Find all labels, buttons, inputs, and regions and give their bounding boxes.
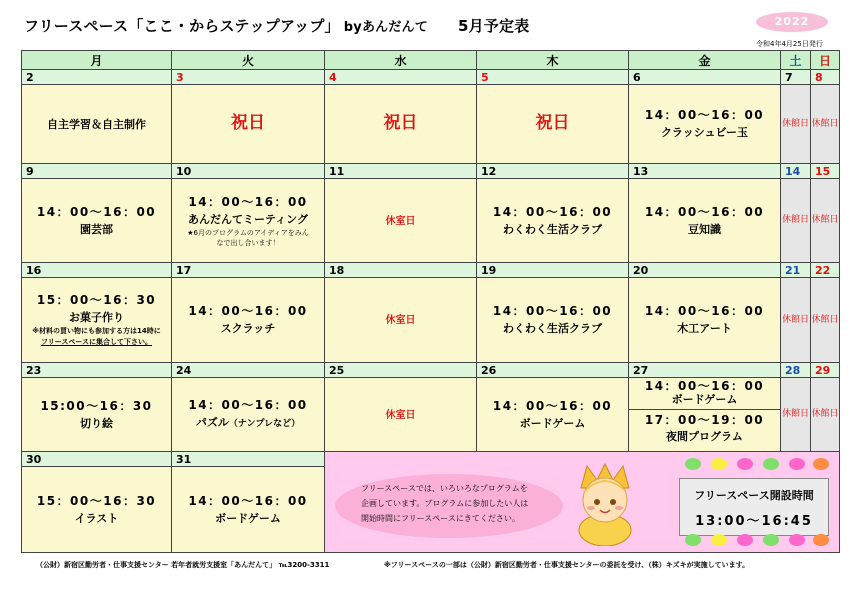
date-cell: 2 xyxy=(22,70,172,85)
event-cell xyxy=(22,378,172,452)
dot-decoration xyxy=(685,458,701,470)
issued-date: 令和4年4月25日発行 xyxy=(756,40,823,48)
event-name: あんだんてミーティング xyxy=(188,212,308,226)
title-by: byあんだんて xyxy=(343,20,428,35)
event-note-line: ※材料の買い物にも参加する方は14時に xyxy=(32,327,161,335)
date-cell: 28 xyxy=(781,363,811,378)
weekday-mon: 月 xyxy=(22,51,172,70)
event-time: 14：00～16：00 xyxy=(492,204,613,219)
date-cell: 10 xyxy=(172,164,325,179)
week-row xyxy=(22,179,840,263)
event-time: 14：00～16：00 xyxy=(188,194,308,209)
date-row xyxy=(22,452,840,467)
dot-decoration xyxy=(763,534,779,546)
closed-day-cell: 休館日 xyxy=(781,85,811,164)
date-cell: 22 xyxy=(811,263,840,278)
holiday-cell xyxy=(172,85,325,164)
event-name: 豆知識 xyxy=(688,222,721,236)
dot-decoration xyxy=(737,458,753,470)
event-note: ★6月のプログラムのアイディアをみんなで出し合います！ xyxy=(187,228,309,247)
decorative-dots xyxy=(685,458,825,474)
event-name: ボードゲーム xyxy=(215,511,281,525)
closed-day-cell: 休館日 xyxy=(781,179,811,263)
closed-label: 休室日 xyxy=(385,215,416,227)
date-cell: 9 xyxy=(22,164,172,179)
dot-decoration xyxy=(813,534,829,546)
closed-label: 休室日 xyxy=(385,409,416,421)
event-time: 15：00～16：30 xyxy=(36,293,157,307)
date-cell: 29 xyxy=(811,363,840,378)
date-cell: 31 xyxy=(172,452,325,467)
dot-decoration xyxy=(789,458,805,470)
weekday-sun: 日 xyxy=(811,51,840,70)
event-cell xyxy=(629,179,781,263)
event-name xyxy=(172,414,324,433)
event-name: イラスト xyxy=(74,511,119,525)
footer-organization: （公財）新宿区勤労者・仕事支援センター 若年者就労支援室「あんだんて」 ℡3200-3311 xyxy=(36,561,330,569)
week-row xyxy=(22,85,840,164)
date-cell: 30 xyxy=(22,452,172,467)
weekday-fri: 金 xyxy=(629,51,781,70)
holiday-label: 祝日 xyxy=(535,113,570,133)
closed-day-cell: 休館日 xyxy=(811,378,840,452)
event-cell xyxy=(22,85,172,164)
date-cell: 14 xyxy=(781,164,811,179)
dot-decoration xyxy=(737,534,753,546)
closed-cell xyxy=(325,278,477,363)
week-row xyxy=(22,278,840,363)
event-cell xyxy=(22,278,172,363)
dot-decoration xyxy=(711,534,727,546)
date-cell: 8 xyxy=(811,70,840,85)
event-slot xyxy=(629,410,780,446)
event-time: 14：00～16：00 xyxy=(644,108,765,122)
date-cell: 16 xyxy=(22,263,172,278)
event-name: スクラッチ xyxy=(220,322,276,335)
info-bubble-line: 開始時間にフリースペースにきてください。 xyxy=(361,514,520,523)
event-name: ボードゲーム xyxy=(519,416,586,430)
event-name-sub: （ナンプレなど） xyxy=(228,418,301,429)
event-time: 14：00～16：00 xyxy=(644,304,765,318)
date-cell: 17 xyxy=(172,263,325,278)
event-time: 14：00～16：00 xyxy=(492,304,613,318)
event-time: 14：00～16：00 xyxy=(36,204,157,219)
date-cell: 7 xyxy=(781,70,811,85)
date-cell: 18 xyxy=(325,263,477,278)
holiday-cell xyxy=(325,85,477,164)
page-title xyxy=(24,15,529,36)
date-cell: 12 xyxy=(477,164,629,179)
event-cell xyxy=(22,179,172,263)
date-cell: 20 xyxy=(629,263,781,278)
decorative-dots-bottom xyxy=(685,534,825,550)
event-time: 17：00～19：00 xyxy=(644,413,765,427)
event-name: クラッシュビー玉 xyxy=(660,126,749,139)
info-bubble xyxy=(335,474,563,538)
date-cell: 27 xyxy=(629,363,781,378)
date-cell: 5 xyxy=(477,70,629,85)
title-month: 5月予定表 xyxy=(457,17,530,35)
date-cell: 13 xyxy=(629,164,781,179)
event-cell xyxy=(477,278,629,363)
event-cell xyxy=(172,278,325,363)
closed-day-cell: 休館日 xyxy=(811,278,840,363)
event-name: わくわく生活クラブ xyxy=(503,222,602,236)
dot-decoration xyxy=(711,458,727,470)
footer-note: ※フリースペースの一部は（公財）新宿区勤労者・仕事支援センターの委託を受け、（株）キズキが実施しています。 xyxy=(384,561,750,569)
event-name: わくわく生活クラブ xyxy=(503,322,602,335)
date-cell: 6 xyxy=(629,70,781,85)
closed-day-cell: 休館日 xyxy=(781,278,811,363)
dot-decoration xyxy=(685,534,701,546)
weekday-header-row xyxy=(22,51,840,70)
event-cell-split xyxy=(629,378,781,452)
opening-hours-box xyxy=(679,478,829,536)
date-cell: 15 xyxy=(811,164,840,179)
opening-hours-label: フリースペース開設時間 xyxy=(694,489,814,502)
date-cell: 19 xyxy=(477,263,629,278)
calendar-table xyxy=(21,50,840,553)
info-bubble-line: フリースペースでは、いろいろなプログラムを xyxy=(361,484,528,493)
event-name: 木工アート xyxy=(677,322,732,335)
event-time: 15：00～16：30 xyxy=(36,493,157,508)
event-cell xyxy=(477,179,629,263)
event-time: 15:00～16：30 xyxy=(40,398,153,413)
date-cell: 24 xyxy=(172,363,325,378)
event-time: 14：00～16：00 xyxy=(644,379,765,393)
dot-decoration xyxy=(789,534,805,546)
title-text: フリースペース「ここ・からステップアップ」 xyxy=(24,17,340,35)
event-name-main: パズル xyxy=(195,415,229,429)
date-row xyxy=(22,70,840,85)
week-row xyxy=(22,378,840,452)
date-cell: 25 xyxy=(325,363,477,378)
year-badge: 2022 xyxy=(756,12,828,32)
weekday-thu: 木 xyxy=(477,51,629,70)
event-name: 園芸部 xyxy=(80,222,113,236)
event-cell xyxy=(629,85,781,164)
weekday-sat: 土 xyxy=(781,51,811,70)
dot-decoration xyxy=(813,458,829,470)
event-name: 切り絵 xyxy=(80,416,113,430)
event-time: 14：00～16：00 xyxy=(188,493,308,508)
closed-cell xyxy=(325,179,477,263)
event-cell xyxy=(477,378,629,452)
event-slot xyxy=(629,378,780,410)
opening-hours-time: 13:00～16:45 xyxy=(695,514,813,529)
event-name: 夜間プログラム xyxy=(666,430,743,443)
event-name: お菓子作り xyxy=(69,311,124,324)
closed-day-cell: 休館日 xyxy=(781,378,811,452)
closed-day-cell: 休館日 xyxy=(811,85,840,164)
event-cell xyxy=(172,378,325,452)
event-cell xyxy=(172,467,325,553)
date-cell: 11 xyxy=(325,164,477,179)
date-row xyxy=(22,164,840,179)
info-panel xyxy=(325,452,840,553)
event-cell xyxy=(629,278,781,363)
closed-label: 休室日 xyxy=(385,315,416,326)
closed-day-cell: 休館日 xyxy=(811,179,840,263)
date-cell: 23 xyxy=(22,363,172,378)
weekday-tue: 火 xyxy=(172,51,325,70)
closed-cell xyxy=(325,378,477,452)
holiday-cell xyxy=(477,85,629,164)
date-row xyxy=(22,363,840,378)
event-note-line: フリースペースに集合して下さい。 xyxy=(40,338,153,346)
holiday-label: 祝日 xyxy=(231,113,265,133)
date-cell: 26 xyxy=(477,363,629,378)
event-cell xyxy=(172,179,325,263)
event-time: 14：00～16：00 xyxy=(492,398,613,413)
event-time: 14：00～16：00 xyxy=(188,304,308,318)
date-cell: 21 xyxy=(781,263,811,278)
event-name: ボードゲーム xyxy=(671,393,738,406)
dot-decoration xyxy=(763,458,779,470)
event-cell xyxy=(22,467,172,553)
date-row xyxy=(22,263,840,278)
event-time: 14：00～16：00 xyxy=(644,204,765,219)
event-time: 14：00～16：00 xyxy=(188,397,308,412)
weekday-wed: 水 xyxy=(325,51,477,70)
date-cell: 3 xyxy=(172,70,325,85)
info-bubble-line: 企画しています。プログラムに参加したい人は xyxy=(361,499,529,508)
holiday-label: 祝日 xyxy=(383,113,418,133)
event-name: 自主学習＆自主制作 xyxy=(47,117,146,131)
date-cell: 4 xyxy=(325,70,477,85)
mascot-illustration xyxy=(569,460,641,546)
event-note xyxy=(22,326,171,348)
